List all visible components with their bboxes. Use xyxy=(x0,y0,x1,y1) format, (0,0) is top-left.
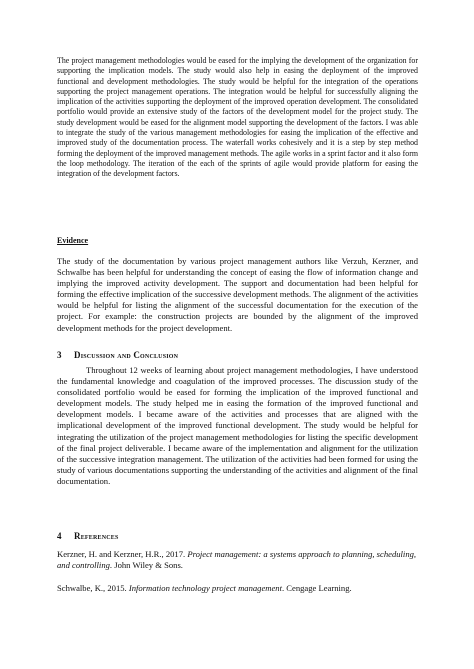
section-4-title: References xyxy=(74,531,119,541)
reference-title: Information technology project management xyxy=(128,583,282,593)
section-3-number: 3 xyxy=(57,350,62,360)
section-4-number: 4 xyxy=(57,531,62,541)
reference-publisher: . Cengage Learning. xyxy=(282,583,352,593)
section-4-heading xyxy=(57,531,119,541)
reference-item xyxy=(57,549,418,571)
reference-item xyxy=(57,583,418,594)
body-paragraph-2: The study of the documentation by various project management authors like Verzuh, Kerzner, and Schwalbe has been helpful for understanding the concept of easing the flow of information change and implying the improved activity development. The support and documentation had been helpful for forming the effective implication of the successive development methods. The alignment of the activities would be helpful for listing the alignment of the successful documentation for the execution of the project. For example: the construction projects are bounded by the alignment of the improved development methods for the project development. xyxy=(57,256,418,333)
evidence-label: Evidence xyxy=(57,236,89,245)
section-3-title: Discussion and Conclusion xyxy=(74,350,179,360)
body-paragraph-1: The project management methodologies would be eased for the implying the development of the organization for supporting the implication models. The study would also help in easing the deployment of the improved functional and development methodologies. The study would be helpful for the integration of the operations supporting the project management operations. The integration would be helpful for successfully aligning the implication of the activities supporting the deployment of the improved operation development. The consolidated portfolio would provide an extensive study of the factors of the development model for the project study. The study development would be eased for the alignment model supporting the development of the factors. I was able to integrate the study of the various management methodologies for easing the implication of the effective and improved study of the documentation process. The waterfall works cohesively and it is a step by step method forming the deployment of the improved management methods. The agile works in a sprint factor and it also form the loop methodology. The iteration of the each of the sprints of agile would provide platform for easing the integration of the development factors. xyxy=(57,56,418,179)
reference-authors: Schwalbe, K., 2015. xyxy=(57,583,129,593)
reference-publisher: . John Wiley & Sons. xyxy=(109,560,183,571)
section-3-paragraph: Throughout 12 weeks of learning about project management methodologies, I have understood the fundamental knowledge and coagulation of the improved processes. The discussion study of the consolidated portfolio would be eased for forming the implication of the improved functional and development models. The study helped me in easing the formation of the improved functional and development models. I became aware of the activities and processes that are aligned with the implicational development of the improved functional development. The study would be helpful for integrating the utilization of the project management methodologies for listing the specific development of the final project deliverable. I became aware of the implementation and alignment for the utilization of the successive integration management. The utilization of the activities had been formed for using the study of various documentations supporting the understanding of the activities and alignment of the final documentation. xyxy=(57,365,418,486)
reference-authors: Kerzner, H. and Kerzner, H.R., 2017. xyxy=(57,549,188,559)
reference-title: Project management: a systems approach to planning, scheduling, and controlling xyxy=(57,549,417,571)
section-3-heading xyxy=(57,350,178,360)
